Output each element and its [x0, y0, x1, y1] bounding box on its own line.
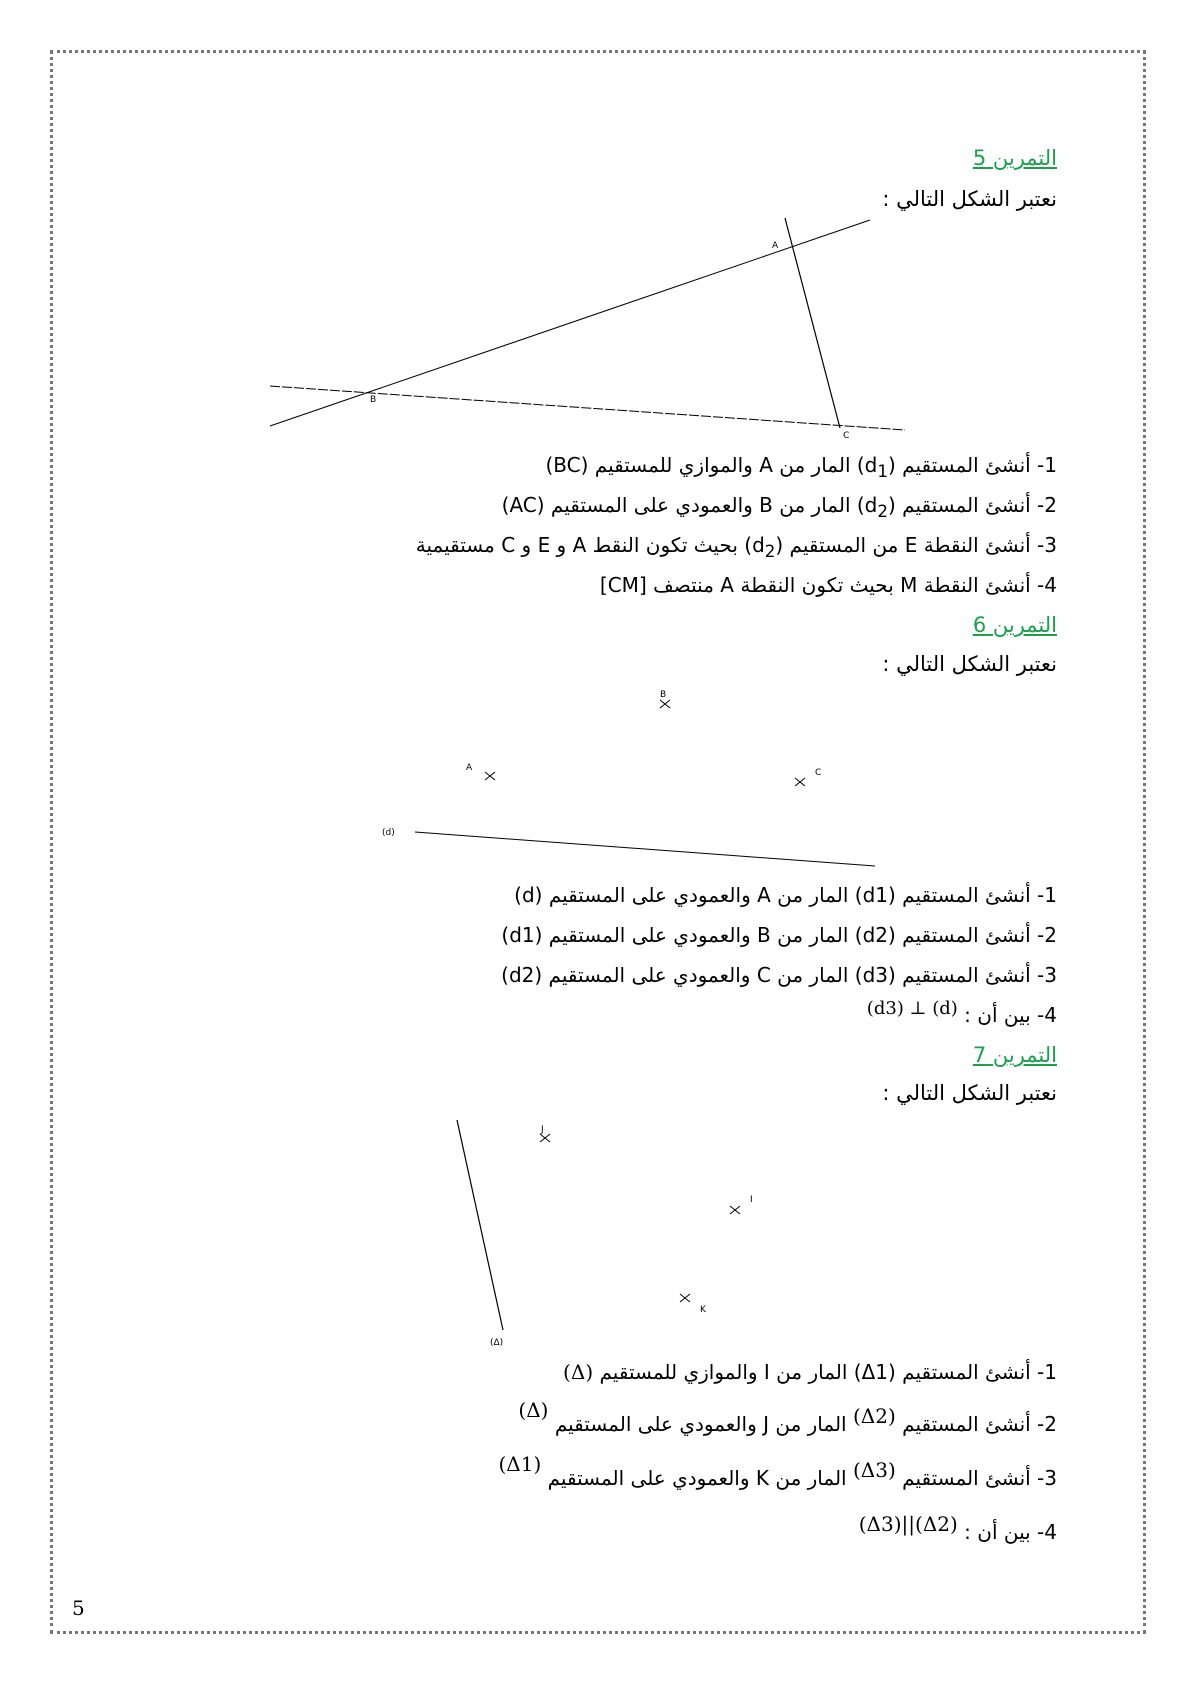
exercise-6-heading: التمرين 6 — [972, 613, 1057, 637]
point-i-marker — [730, 1206, 740, 1214]
point-b-marker — [660, 700, 670, 708]
point-i-label: I — [750, 1195, 753, 1205]
exercise-7-question-1: 1- أنشئ المستقيم (Δ1) المار من I والموازي للمستقيم (Δ) — [563, 1360, 1057, 1384]
exercise-7-question-2: 2- أنشئ المستقيم (Δ2) المار من J والعمودي على المستقيم (Δ) — [518, 1398, 1057, 1436]
delta-2-formula: (Δ2) — [852, 1404, 896, 1428]
exercise-6-question-2: 2- أنشئ المستقيم (d2) المار من B والعمودي على المستقيم (d1) — [501, 923, 1057, 947]
exercise-5-heading: التمرين 5 — [972, 146, 1057, 170]
point-a-label: A — [772, 241, 779, 251]
exercise-7-intro: نعتبر الشكل التالي : — [882, 1081, 1057, 1105]
line-delta — [457, 1120, 503, 1330]
exercise-7-question-4: 4- بين أن : (Δ2)||(Δ3) — [858, 1512, 1057, 1544]
point-j-label: J — [541, 1125, 544, 1135]
point-b-label: B — [370, 395, 377, 405]
point-a-label: A — [466, 763, 473, 773]
delta-1-formula: (Δ1) — [498, 1452, 542, 1476]
parallel-formula: (Δ2)||(Δ3) — [858, 1512, 958, 1536]
page-number: 5 — [72, 1596, 85, 1620]
point-c-label: C — [815, 768, 822, 778]
line-ab — [270, 220, 870, 426]
exercise-5-figure — [0, 0, 1190, 450]
exercise-7-figure — [0, 1110, 1190, 1350]
line-d — [415, 832, 875, 866]
exercise-6-question-4: 4- بين أن : (d) ⊥ (d3) — [866, 998, 1057, 1027]
exercise-7-heading: التمرين 7 — [972, 1043, 1057, 1067]
delta-formula: (Δ) — [563, 1360, 594, 1384]
exercise-5-question-4: 4- أنشئ النقطة M بحيث تكون النقطة A منتصف [CM] — [599, 573, 1057, 597]
exercise-6-question-1: 1- أنشئ المستقيم (d1) المار من A والعمودي على المستقيم (d) — [514, 883, 1057, 907]
line-ac — [785, 218, 840, 428]
exercise-6-intro: نعتبر الشكل التالي : — [882, 652, 1057, 676]
exercise-5-question-2: 2- أنشئ المستقيم $(d_2)$ المار من B والعمودي على المستقيم (AC) — [501, 493, 1057, 521]
exercise-7-question-3: 3- أنشئ المستقيم (Δ3) المار من K والعمودي على المستقيم (Δ1) — [498, 1452, 1057, 1490]
exercise-5-intro: نعتبر الشكل التالي : — [882, 187, 1057, 211]
point-k-label: K — [700, 1305, 706, 1315]
line-delta-label: (Δ) — [490, 1338, 504, 1348]
line-bc — [270, 386, 905, 430]
exercise-5-question-3: 3- أنشئ النقطة E من المستقيم $(d_2)$ بحيث تكون النقط A و E و C مستقيمية — [415, 533, 1057, 561]
point-j-marker — [540, 1134, 550, 1142]
point-a-marker — [485, 772, 495, 780]
point-c-label: C — [843, 431, 850, 441]
delta-3-formula: (Δ3) — [852, 1458, 896, 1482]
point-k-marker — [680, 1294, 690, 1302]
point-c-marker — [795, 778, 805, 786]
exercise-6-question-3: 3- أنشئ المستقيم (d3) المار من C والعمودي على المستقيم (d2) — [501, 963, 1057, 987]
exercise-5-question-1: 1- أنشئ المستقيم $(d_1)$ المار من A والموازي للمستقيم (BC) — [545, 453, 1057, 481]
exercise-6-figure — [0, 680, 1190, 880]
delta-formula-2: (Δ) — [518, 1398, 549, 1422]
perpendicular-formula: (d) ⊥ (d3) — [866, 998, 958, 1019]
line-d-label: (d) — [382, 828, 395, 838]
point-b-label: B — [660, 690, 667, 700]
